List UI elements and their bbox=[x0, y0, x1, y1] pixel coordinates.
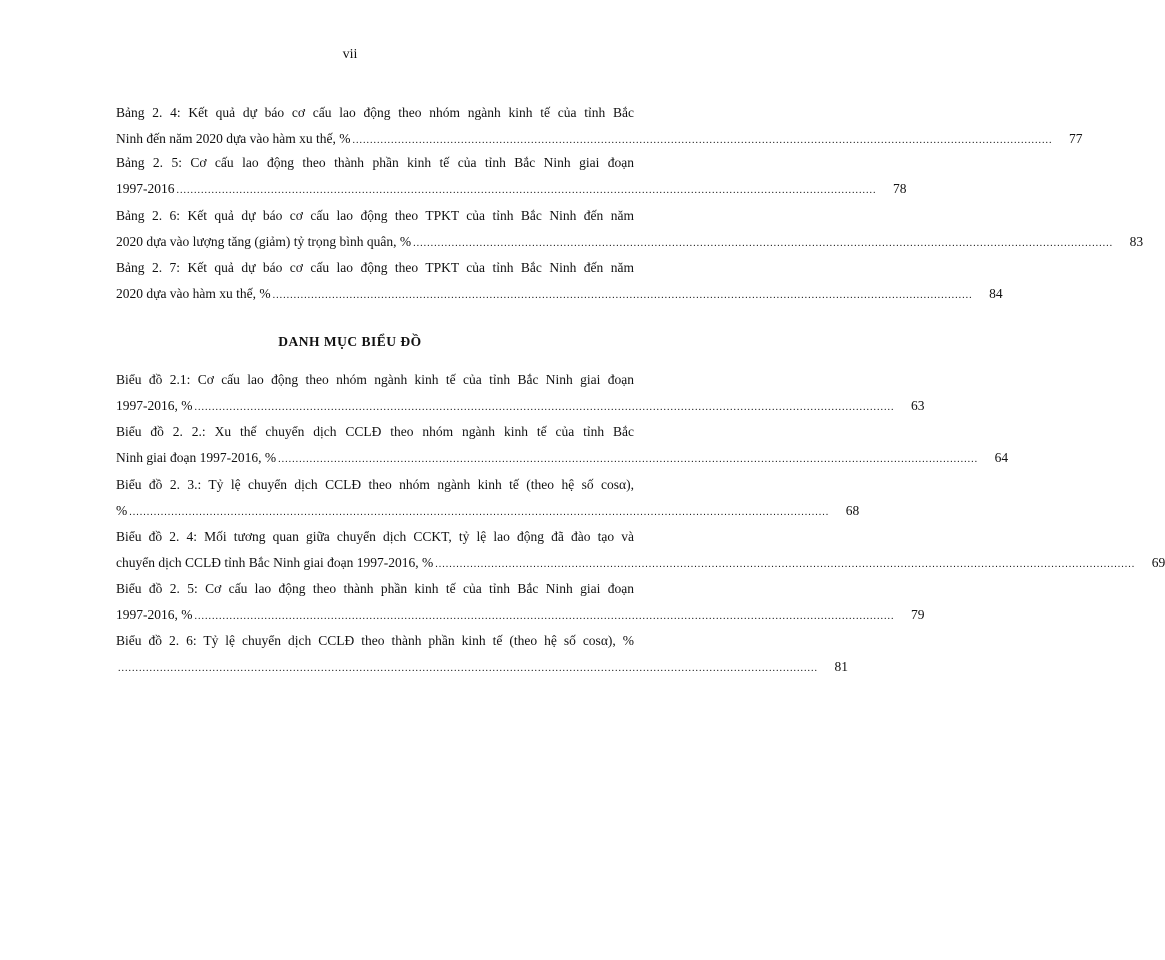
toc-entry-title: Biểu đồ 2. 4: Mối tương quan giữa chuyển dịch CCKT, tỷ lệ lao động đã đào tạo và bbox=[116, 529, 634, 544]
dot-leader: ........................................................................................................................................................................................................ bbox=[352, 135, 1053, 146]
toc-entry-title: Bảng 2. 5: Cơ cấu lao động theo thành phần kinh tế của tỉnh Bắc Ninh giai đoạn bbox=[116, 155, 634, 170]
toc-entry-table-2-7 bbox=[116, 255, 1003, 309]
dot-leader: ........................................................................................................................................................................................................ bbox=[278, 454, 979, 465]
toc-entry-title: Biểu đồ 2.1: Cơ cấu lao động theo nhóm ngành kinh tế của tỉnh Bắc Ninh giai đoạn bbox=[116, 372, 634, 387]
toc-entry-chart-2-1 bbox=[116, 367, 925, 421]
dot-leader: ........................................................................................................................................................................................................ bbox=[413, 238, 1114, 249]
toc-entry-title-cont: 1997-2016, % bbox=[116, 607, 193, 622]
toc-entry-title: Bảng 2. 4: Kết quả dự báo cơ cấu lao động theo nhóm ngành kinh tế của tỉnh Bắc bbox=[116, 105, 634, 120]
dot-leader: ........................................................................................................................................................................................................ bbox=[435, 559, 1136, 570]
toc-page-number: 84 bbox=[989, 286, 1003, 301]
toc-entry-title-cont: Ninh giai đoạn 1997-2016, % bbox=[116, 450, 277, 465]
toc-entry-chart-2-6 bbox=[116, 628, 848, 682]
toc-entry-table-2-5 bbox=[116, 150, 907, 204]
toc-entry-chart-2-5 bbox=[116, 576, 925, 630]
dot-leader: ........................................................................................................................................................................................................ bbox=[129, 507, 830, 518]
dot-leader: ........................................................................................................................................................................................................ bbox=[272, 290, 973, 301]
toc-entry-title: Bảng 2. 7: Kết quả dự báo cơ cấu lao động theo TPKT của tỉnh Bắc Ninh đến năm bbox=[116, 260, 634, 275]
toc-entry-title-cont: Ninh đến năm 2020 dựa vào hàm xu thế, % bbox=[116, 131, 351, 146]
toc-entry-chart-2-4 bbox=[116, 524, 1165, 578]
toc-entry-title-cont: % bbox=[116, 503, 128, 518]
toc-page-number: 69 bbox=[1151, 555, 1165, 570]
toc-page-number: 63 bbox=[911, 398, 925, 413]
toc-entry-table-2-4 bbox=[116, 100, 1083, 154]
toc-page-number: 68 bbox=[845, 503, 860, 518]
toc-entry-title-cont: 2020 dựa vào lượng tăng (giảm) tỷ trọng bình quân, % bbox=[116, 234, 412, 249]
toc-entry-title: Bảng 2. 6: Kết quả dự báo cơ cấu lao động theo TPKT của tỉnh Bắc Ninh đến năm bbox=[116, 208, 634, 223]
toc-entry-title-cont: 1997-2016 bbox=[116, 181, 175, 196]
toc-page-number: 78 bbox=[893, 181, 907, 196]
dot-leader: ........................................................................................................................................................................................................ bbox=[194, 611, 895, 622]
toc-entry-chart-2-2 bbox=[116, 419, 1009, 473]
dot-leader: ........................................................................................................................................................................................................ bbox=[176, 185, 877, 196]
dot-leader: ........................................................................................................................................................................................................ bbox=[118, 663, 818, 674]
toc-page-number: 77 bbox=[1069, 131, 1083, 146]
toc-entry-title: Biểu đồ 2. 6: Tỷ lệ chuyển dịch CCLĐ theo thành phần kinh tế (theo hệ số cosα), % bbox=[116, 633, 634, 648]
toc-entry-title: Biểu đồ 2. 5: Cơ cấu lao động theo thành phần kinh tế của tỉnh Bắc Ninh giai đoạn bbox=[116, 581, 634, 596]
toc-page-number: 64 bbox=[994, 450, 1009, 465]
toc-page-number: 83 bbox=[1129, 234, 1144, 249]
toc-entry-title-cont: 1997-2016, % bbox=[116, 398, 193, 413]
toc-entry-title: Biểu đồ 2. 3.: Tỷ lệ chuyển dịch CCLĐ theo nhóm ngành kinh tế (theo hệ số cosα), bbox=[116, 477, 634, 492]
dot-leader: ........................................................................................................................................................................................................ bbox=[194, 402, 895, 413]
toc-page-number: 81 bbox=[834, 659, 848, 674]
section-title: DANH MỤC BIỂU ĐỒ bbox=[278, 334, 422, 349]
toc-entry-chart-2-3 bbox=[116, 472, 860, 526]
toc-entry-title-cont: chuyển dịch CCLĐ tỉnh Bắc Ninh giai đoạn 1997-2016, % bbox=[116, 555, 434, 570]
page-number: vii bbox=[342, 47, 358, 62]
toc-entry-table-2-6 bbox=[116, 203, 1144, 257]
toc-entry-title: Biểu đồ 2. 2.: Xu thế chuyển dịch CCLĐ theo nhóm ngành kinh tế của tỉnh Bắc bbox=[116, 424, 634, 439]
toc-page-number: 79 bbox=[911, 607, 925, 622]
toc-entry-title-cont: 2020 dựa vào hàm xu thế, % bbox=[116, 286, 271, 301]
